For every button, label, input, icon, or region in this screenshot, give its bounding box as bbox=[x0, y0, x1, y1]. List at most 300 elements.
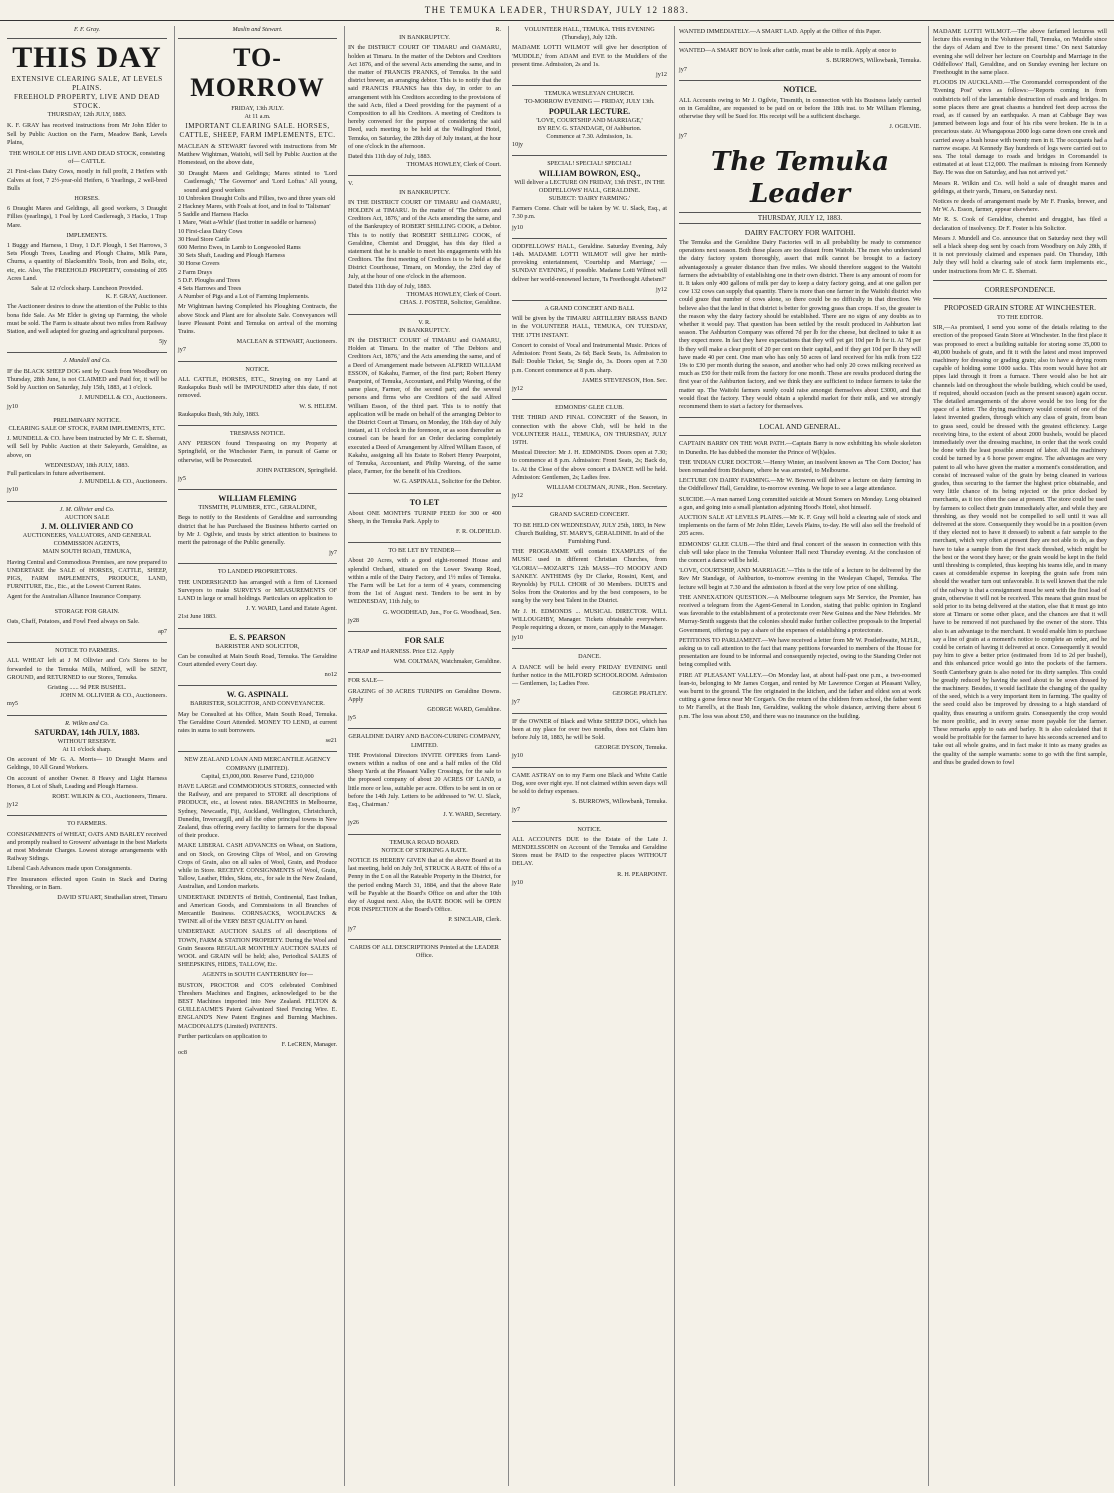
ad-body: Can be consulted at Main South Road, Temuka. The Geraldine Court attended every Court day. bbox=[178, 652, 337, 668]
ad-signature: CHAS. J. FOSTER, Solicitor, Geraldine. bbox=[399, 299, 501, 307]
ad-body: J. MUNDELL & CO. have been instructed by Mr C. E. Sherratt, will Sell by Public Auction at their Saleyards, Geraldine, as above, on bbox=[7, 435, 167, 459]
ad-signature: W. G. ASPINALL, Solicitor for the Debtor. bbox=[393, 478, 501, 486]
ad-body: IF the BLACK SHEEP DOG sent by Coach from Woodbury on Thursday, 28th June, is not CLAIMED and Paid for, it will be Sold by Auction on Saturday, July 15th, 1883, at 1 o'clock. bbox=[7, 367, 167, 392]
section-title: HORSES. bbox=[74, 195, 100, 203]
ad-title: IN BANKRUPTCY. bbox=[399, 188, 450, 196]
divider bbox=[7, 715, 167, 716]
ad-title: GERALDINE DAIRY AND BACON-CURING COMPANY, LIMITED. bbox=[348, 733, 501, 749]
ad-signature: ROBT. WILKIN & CO., Auctioneers, Timaru. bbox=[52, 793, 167, 801]
dog-owner-ad bbox=[512, 718, 667, 761]
ad-subhead: IMPORTANT CLEARING SALE. HORSES, CATTLE, SHEEP, FARM IMPLEMENTS, ETC. bbox=[179, 121, 336, 139]
ad-ref: jy10 bbox=[512, 634, 524, 642]
editorial-title: DAIRY FACTORY FOR WAITOHI. bbox=[744, 228, 856, 238]
letter-body: SIR,—As promised, I send you some of the details relating to the erection of the proposed Grain Store at Winchester. In the first place it was proposed to erect a building suitable for storing some 35,000 to 40,000 bushels of grain, and fit it with the latest and most improved machinery for dressing or grading grain; also to have a drying room capable of holding some 1000 sacks. This room would have hot air pipes laid through it from a furnace. There would also be hot air channels laid on throughout the whole building, which could be used, if required, should occasion (such as the present season) again occur. The detailed arrangements of the above would be too long for the space of a letter. The drying machinery would consist of one of the latest invented graders, through which any class of grain, from bean to grass seed, could be dressed with the greatest efficiency. Large receiving bins, to the extent of about 2000 bushels, would be placed immediately over the dressing machine, in order that the work could be done with the least possible amount of labor. All the machinery could be turned by a 6 horse power engine. The advantages are very patent to all who have given the matter a moment's consideration, and consist of increased value of the grain by being cleaned in various grades, thus securing to the farmer the highest price obtainable, and very little chance of its being rejected or the price docked by merchants, as it too often the case at present. The store could be used by farmers to collect their grain immediately after, and while they are threshing, as they would not be compelled to sell until it was all delivered at the store. Consequently they would be in a position (even if they elected not to have it dressed) to submit a fair sample to the merchant, which very often at present they are not able to do, as they have to take a sample from the first stack threshed, which might be the best or the worst they have; or the grain would be kept in the field until threshing is completed, thus keeping his teams idle, and in many cases at considerable expense in keeping the grain safe from rain should the weather turn out unfavorable. It is well known that the rule of the railway is that a consignment must be sent with the first load of grain, otherwise it will not be received. This means that grain must be sold prior to its being delivered at the station, else that it must go into store at Timaru or some other place, and the chances are that it will have to be removed if not purchased by the owner of the store. This also is an advantage to the merchant. It would enable him to purchase say a line of grain at a moment's notice to complete an order, and he could be certain of having it delivered at once. Consequently it would pay him to give a better price (estimated from 1d to 2d per bushel), and this enhanced price would go into the pockets of the farmers. South Canterbury grain is also noted for its dirty samples. This could be greatly reduced by having the seed about to be sown dressed by the machinery. Besides, it would facilitate the changing of the quality of the seed, which is a very important item in farming. The quality of the seed could also be improved by dressing to a high standard of quality, thus ensuring a uniform grain. Consequently the crop would be more prolific, and in every sense more payable for the farmer. These remarks apply to oats and barley. It is also calculated that it would be profitable for the farmer to have his seconds screened and to take out all whole grains, and in fact make it into as many grades as the quality of the sample warrants: some to go with the first sample, and thus be graded down to fowl bbox=[933, 324, 1107, 766]
divider bbox=[178, 361, 337, 362]
ad-date: Raukapuka Bush, 9th July, 1883. bbox=[178, 410, 260, 418]
editorial-body: The Temuka and the Geraldine Dairy Factories will in all probability be ready to commence operations next season. Both these places are too distant from Waitohi. The men who understand the dairy factory system thoroughly, assert that milk cannot be brought to a factory advantageously a greater distance than five miles. We should therefore suggest to the Waitohi farmers the advisability of establishing one in their own district. There is any amount of room for it. It takes only 400 gallons of milk per day to keep a dairy factory going, and at one gallon per cow 132 cows can supply that quantity. There is more than one farmer in the Waitohi district who could graze that number of cows alone, so there could be no difficulty in that direction. We believe also that the land in that district is better for growing grass than crops. If so, the greater is the reason why the dairy factory should be established. There are no signs of any doubts as to whether it would pay. That question has been settled by the result produced in Ashburton last season. The Ashburton Company was offered 7d per lb for the cheese, but declined to take it as they expect more. In fact they have expectations that they will yet get 10d per lb for it. At 7d per lb they will make a clear profit of 20 per cent on their capital, and if they get 10d per lb they will have made 40 per cent. One man who has only 50 acres of land received for his milk from £22 19s to £30 per month during the season, and another who had only 20 cows milking received as much as £50 for their milk from the factory for one month. These are results produced during the first year of the Ashburton factory, and we think they are sufficient to induce farmers to take the matter up. The Waitohi farmers surely could raise amongst themselves about £3000, and that would float the factory. They would obtain a splendid market for their milk, and we strongly recommend them to start a factory for themselves. bbox=[679, 239, 921, 411]
ad-ref: oc8 bbox=[178, 1049, 187, 1057]
ad-ref: jy5 bbox=[348, 714, 356, 722]
ad-body: IF the OWNER of Black and White SHEEP DOG, which has been at my place for over two months, does not Claim him before July 18, 1883, he will be Sold. bbox=[512, 717, 667, 742]
divider bbox=[512, 821, 667, 822]
ad-ref: jy7 bbox=[329, 549, 337, 557]
ad-ref: jy12 bbox=[512, 384, 524, 392]
ad-body: About ONE MONTH'S TURNIP FEED for 300 or 400 Sheep, in the Temuka Park. Apply to bbox=[348, 509, 501, 525]
ad-trade: BARRISTER, SOLICITOR, AND CONVEYANCER. bbox=[190, 700, 325, 708]
ad-date: Dated this 11th day of July, 1883. bbox=[348, 153, 432, 161]
ad-body: GRAZING of 30 ACRES TURNIPS on Geraldine Downs. Apply bbox=[348, 687, 501, 703]
ad-ref: jy5 bbox=[178, 474, 186, 482]
ad-signature: GEORGE WARD, Geraldine. bbox=[427, 706, 501, 714]
volunteer-hall-ad bbox=[512, 26, 667, 79]
ad-body: MACLEAN & STEWART favored with instructions from Mr Matthew Wightman, Waitohi, will Sell by Public Auction at the Homestead, on the above date, bbox=[178, 142, 337, 167]
ad-ref: jy7 bbox=[512, 806, 520, 814]
ad-date: 21st June 1883. bbox=[178, 613, 217, 621]
letter-addressee: TO THE EDITOR. bbox=[997, 314, 1043, 321]
news-item: LECTURE ON DAIRY FARMING.—Mr W. Bowron will deliver a lecture on dairy farming in the Oddfellows' Hall, Geraldine, to-morrow evening. We hope to see a large attendance. bbox=[679, 477, 921, 493]
news-item: 'LOVE, COURTSHIP, AND MARRIAGE.'—This is the title of a lecture to be delivered by the Rev Mr Standage, of Ashburton, to-morrow evening in the Wesleyan Chapel, Temuka. The lecture will begin at 7.30 and the admission is fixed at the very low price of one shilling. bbox=[679, 567, 921, 591]
ad-body: Liberal Cash Advances made upon Consignments. bbox=[7, 865, 132, 873]
ad-ref: jy7 bbox=[679, 65, 687, 73]
ad-body: ALL ACCOUNTS DUE to the Estate of the Late J. MENDELSSOHN on Account of the Temuka and Geraldine Stores must be PAID to the respective places WITHOUT DELAY. bbox=[512, 835, 667, 868]
accounts-notice-ad bbox=[512, 826, 667, 887]
ad-body: IN THE DISTRICT COURT OF TIMARU and OAMARU, HOLDEN at TIMARU. In the matter of 'The Debtors and Creditors Act, 1876,' and of the Acts amending the same, and of the Bankruptcy of ROBERT SHILLING COOK, a Debtor. This is to notify that ROBERT SHILLING COOK, of Geraldine, Chemist and Druggist, has this day filed a statement that he is unable to meet his engagements with his Creditors. The first meeting of Creditors is to be held at the District Courthouse, Timaru, on Monday, the 23rd day of July, at the hour of one o'clock in the afternoon. bbox=[348, 198, 501, 280]
ad-body: Further particulars on application to bbox=[178, 1032, 268, 1040]
ad-name: WILLIAM BOWRON, ESQ., bbox=[538, 168, 641, 178]
dance-ad bbox=[512, 653, 667, 706]
trespass-ad bbox=[178, 430, 337, 483]
lecture-title: 'LOVE, COURTSHIP AND MARRIAGE,' bbox=[536, 116, 643, 124]
divider bbox=[348, 939, 501, 940]
ad-body: Having Central and Commodious Premises, are now prepared to UNDERTAKE the SALE of HORSES, CATTLE, SHEEP, PIGS, FARM IMPLEMENTS, PRODUCE, LAND, FURNITURE, Etc., Etc., at the Lowest Current Rates. bbox=[7, 558, 167, 591]
ad-signature: DAVID STUART, Strathallan street, Timaru bbox=[57, 894, 167, 902]
column-5 bbox=[674, 26, 925, 1486]
ad-body: UNDERTAKE AUCTION SALES of all descriptions of TOWN, FARM & STATION PROPERTY. During the Wool and Grain Seasons REGULAR MONTHLY AUCTION SALES of WOOL and GRAIN will be held; also, Periodical SALES of SHEEPSKINS, HIDES, TALLOW, Etc. bbox=[178, 928, 337, 969]
ad-signature: W. S. HELEM. bbox=[299, 402, 337, 410]
divider bbox=[7, 815, 167, 816]
ad-ref: jy12 bbox=[655, 285, 667, 293]
ad-title: AUCTION SALE bbox=[64, 513, 110, 521]
ad-capital: Capital, £3,000,000. Reserve Fund, £210,000 bbox=[201, 772, 314, 780]
ad-body: ANY PERSON found Trespassing on my Property at Springfield, or the Winchester Farm, in pursuit of Game or otherwise, will be Prosecuted. bbox=[178, 440, 337, 464]
ad-subhead: CLEARING SALE OF STOCK, FARM IMPLEMENTS, ETC. bbox=[8, 424, 166, 432]
ad-date: TO-MORROW EVENING — FRIDAY, JULY 13th. bbox=[524, 98, 655, 106]
section-title: IMPLEMENTS. bbox=[66, 231, 108, 239]
crest-letter: R. bbox=[495, 26, 501, 33]
list-item: 30 Draught Mares and Geldings; Mares stinted to 'Lord Castlereagh,' 'The Governor' and 'Lord Loftus.' All young, sound and good workers bbox=[178, 170, 337, 194]
divider bbox=[512, 238, 667, 239]
divider bbox=[512, 767, 667, 768]
ad-ref: jy10 bbox=[512, 752, 524, 760]
ad-ref: jy7 bbox=[178, 346, 186, 354]
mundell-clearing-ad bbox=[7, 417, 167, 495]
ad-price: Gristing ...... 9d PER BUSHEL. bbox=[47, 683, 127, 691]
ad-title: NOTICE. bbox=[783, 84, 817, 94]
list-item: 10 Unbroken Draught Colts and Fillies, two and three years old bbox=[178, 194, 336, 202]
page-header: THE TEMUKA LEADER, THURSDAY, JULY 12 1883. bbox=[0, 0, 1114, 21]
divider bbox=[679, 80, 921, 81]
ad-trade: AUCTIONEERS, VALUATORS, AND GENERAL COMMISSION AGENTS, bbox=[22, 531, 152, 548]
ad-body: About 20 Acres, with a good eight-roomed House and splendid Orchard, situated on the Lower Swamp Road, within a mile of the Dairy Factory, and 1½ miles of Temuka. The Farm will be Let for a term of 4 years, commencing from the 1st of August next. Tenders to be sent in by WEDNESDAY, 11th July, to bbox=[348, 557, 501, 606]
ad-subhead: EXTENSIVE CLEARING SALE, AT LEVELS PLAINS. bbox=[11, 75, 163, 93]
list-item: 5 D.F. Ploughs and Trees bbox=[178, 276, 241, 284]
column-2 bbox=[174, 26, 340, 1486]
news-item: FIRE AT PLEASANT VALLEY.—On Monday last, at about half-past one p.m., a two-roomed lean-to, belonging to Mr James Corgan, and rented by Mr Lawrence Corgan at Pleasant Valley, was burnt to the ground. The fire originated in the kitchen, and the father and eldest son at work cutting a gorse fence near Mr Corgan's. On the return of the children from school, the father went to Mr Farrell's, at the Bush Inn, Geraldine, walking the whole distance, arriving there about 6 p.m. The loss was about £50, and there was no insurance on the building. bbox=[679, 671, 921, 720]
ad-body: MAKE LIBERAL CASH ADVANCES on Wheat, on Stations, and on Stock, on Growing Clips of Wool, and on Growing Crops of Grain, also on all sales of Wool, Grain, and Produce while in Store. RECEIVE CONSIGNMENTS of Wool, Grain, Tallow, Leather, Hides, Skins, etc., for sale in the New Zealand, Australian, and London markets. bbox=[178, 842, 337, 891]
list-item: 2 Farm Drays bbox=[178, 268, 213, 276]
ad-title: DANCE. bbox=[578, 653, 601, 661]
ad-body: ALL CATTLE, HORSES, ETC., Straying on my Land at Raukapuka Bush will be IMPOUNDED after this date, if not removed. bbox=[178, 375, 337, 400]
ad-body: HAVE LARGE and COMMODIOUS STORES, connected with the Railway, and are prepared to STORE all descriptions of PRODUCE, etc., at lowest rates. BRANCHES in Melbourne, Sydney, Newcastle, Fiji, Auckland, Wellington, Christchurch, Dunedin, Invercargill, and all the other principal towns in New Zealand, thus offering every facility to farmers for the disposal of their produce. bbox=[178, 783, 337, 840]
list-item: 30 Sets Shaft, Leading and Plough Harness bbox=[178, 252, 286, 260]
divider bbox=[512, 85, 667, 86]
ad-title: NOTICE. bbox=[245, 365, 270, 373]
item-list bbox=[178, 170, 337, 301]
divider bbox=[178, 38, 337, 39]
ad-body: CAME ASTRAY on to my Farm one Black and White Cattle Dog, sore over right eye. If not claimed within seven days will be sold to defray expenses. bbox=[512, 771, 667, 796]
ad-title: TO BE LET BY TENDER— bbox=[388, 547, 461, 555]
divider bbox=[7, 501, 167, 502]
ad-body: Will deliver a LECTURE ON FRIDAY, 13th INST., IN THE ODDFELLOWS' HALL, GERALDINE. bbox=[514, 178, 665, 194]
wanted-lad-ad bbox=[679, 28, 921, 36]
ad-signature: J. OGILVIE. bbox=[889, 123, 921, 131]
ad-title: VOLUNTEER HALL, TEMUKA. THIS EVENING (Thursday), July 12th. bbox=[524, 26, 655, 42]
ad-signature: MACLEAN & STEWART, Auctioneers. bbox=[236, 338, 337, 346]
maslin-ad bbox=[178, 26, 337, 355]
ad-title: TEMUKA WESLEYAN CHURCH. bbox=[544, 90, 635, 98]
ad-name: J. M. OLLIVIER AND CO bbox=[40, 521, 134, 531]
divider bbox=[178, 751, 337, 752]
ad-ref: jy12 bbox=[655, 71, 667, 79]
ad-ref: my5 bbox=[7, 700, 19, 708]
ad-body: 1 Buggy and Harness, 1 Dray, 1 D.F. Plough, 1 Set Harrows, 3 Sets Plough Trees, Leading and Plough Chains, Milk Pans, Churns, a quantity of Blacksmith's Tools, Iron and Bolts, etc, etc, etc. Also, The FREEHOLD PROPERTY, consisting of 205 Acres Land. bbox=[7, 242, 167, 282]
ad-body: On account of another Owner. 8 Heavy and Light Harness Horses, 8 Lot of Shaft, Leading and Plough Harness. bbox=[7, 774, 167, 790]
ad-body: Oats, Chaff, Potatoes, and Fowl Feed always on Sale. bbox=[7, 617, 140, 625]
ad-ref: jy10 bbox=[512, 223, 524, 231]
sacred-concert-ad bbox=[512, 511, 667, 642]
bankruptcy-notice bbox=[348, 26, 501, 169]
crest-letter: V. R. bbox=[418, 318, 431, 326]
ad-headline: TO-MORROW bbox=[190, 43, 325, 103]
ad-body: 6 Draught Mares and Geldings, all good workers, 3 Draught Fillies (yearlings), 1 Foal by Lord Castlereagh, 3 Hacks, 1 Trap Mare. bbox=[7, 205, 167, 229]
ad-ref: no12 bbox=[324, 671, 337, 679]
special-lecture-ad bbox=[512, 160, 667, 231]
news-item: Notices re deeds of arrangement made by Mr F. Franks, brewer, and Mr W. A. Esson, farmer, appear elsewhere. bbox=[933, 198, 1107, 214]
divider bbox=[348, 728, 501, 729]
ad-ref: jy10 bbox=[512, 878, 524, 886]
ad-body: A TRAP and HARNESS. Price £12. Apply bbox=[348, 648, 455, 655]
ad-signature: J. MUNDELL & CO., Auctioneers. bbox=[79, 394, 167, 402]
ad-title: TO LANDED PROPRIETORS. bbox=[217, 568, 298, 576]
for-sale-grazing-ad bbox=[348, 677, 501, 722]
crest-letter: V. bbox=[348, 180, 354, 188]
divider bbox=[348, 672, 501, 673]
ad-date: WEDNESDAY, 18th JULY, 1883. bbox=[44, 461, 130, 469]
ad-body: IN the DISTRICT COURT of TIMARU and OAMARU, Holden at Timaru. In the matter of 'The Debtors and Creditors Act, 1876,' and the Acts amending the same, and of a Deed of Arrangement made between ALFRED WILLIAM ESSON, of Kakahu, Farmer, of the first part; Robert Henry Pearpoint, of Temuka, Accountant, and Philip Wareing, of the same place, Farmer, of the second part; and the several persons and firms who are Creditors of the said Alfred William Esson, of the third part. This is to notify that application will be made on behalf of the arranging Debtor to the District Court at Timaru, on Monday, the 16th day of July instant, at 11 o'clock in the forenoon, or as soon thereafter as counsel can be heard for an Order declaring completely executed a Deed of Arrangement by Alfred William Esson, of Kakahu, assigning all his Estate to Robert Henry Pearpoint, of Temuka, Accountant, and Philip Wareing, of the same place, Farmer, for the benefit of his Creditors. bbox=[348, 336, 501, 476]
divider bbox=[348, 175, 501, 176]
list-item: 30 Horse Covers bbox=[178, 260, 220, 268]
ad-subhead: NOTICE OF STRIKING A RATE. bbox=[381, 846, 468, 854]
aspinall-ad bbox=[178, 690, 337, 745]
gray-sale-ad bbox=[7, 26, 167, 346]
ad-body: IN the DISTRICT COURT OF TIMARU and OAMARU, holden at Timaru. In the matter of the Debtors and Creditors Act 1876, and of the several Acts amending the same, and in the matter of FRANCIS FRANKS, of Temuka. In the said district brewer, an arranging debtor. This is to notify that the said FRANCIS FRANKS has this day, in order to an arrangement with his Creditors according to the provisions of the said Acts, filed a Deed providing for the payment of a Composition to all his Creditors. A meeting of Creditors is hereby convened for the purpose of considering the said Deed, such meeting to be held at the Wallingford Hotel, Temuka, on Saturday, the 28th day of July instant, at the hour of one o'clock in the afternoon. bbox=[348, 44, 501, 150]
section-title: LOCAL AND GENERAL. bbox=[759, 422, 841, 432]
ad-signature: J. Y. WARD, Land and Estate Agent. bbox=[246, 605, 337, 613]
ad-signature: R. H. PEARPOINT. bbox=[617, 870, 667, 878]
ad-ref: jy28 bbox=[348, 616, 360, 624]
ad-signature: G. WOODHEAD, Jun., For G. Woodhead, Sen. bbox=[382, 608, 501, 616]
ad-ref: jy7 bbox=[348, 924, 356, 932]
ad-signature: S. BURROWS, Willowbank, Temuka. bbox=[826, 57, 921, 65]
list-item: A Number of Pigs and a Lot of Farming Implements. bbox=[178, 293, 310, 301]
ad-ref: jy10 bbox=[7, 486, 19, 494]
divider bbox=[348, 834, 501, 835]
ad-ref: jy12 bbox=[7, 801, 19, 809]
ad-body: ALL WHEAT left at J M Ollivier and Co's Stores to be forwarded to the Temuka Mills, Milford, will be SENT, GROUND, and RETURNED to our Stores, Temuka. bbox=[7, 657, 167, 681]
news-item: SUICIDE.—A man named Long committed suicide at Mount Somers on Monday. Long obtained a gun, and going into a small plantation adjoining Hood's Hotel, shot himself. bbox=[679, 495, 921, 511]
ad-signature: THOMAS HOWLEY, Clerk of Court. bbox=[406, 161, 501, 169]
ad-title: STORAGE FOR GRAIN. bbox=[54, 607, 120, 615]
news-item: THE 'INDIAN CURE DOCTOR.'—Henry Winter, an insolvent known as 'The Corn Doctor,' has been remanded from Brisbane, where he was arrested, to Melbourne. bbox=[679, 458, 921, 474]
ad-subhead: AGENTS in SOUTH CANTERBURY for— bbox=[202, 971, 313, 979]
ad-signature: S. BURROWS, Willowbank, Temuka. bbox=[572, 798, 667, 806]
ad-headline: WITHOUT RESERVE. bbox=[57, 737, 117, 745]
storage-ad bbox=[7, 608, 167, 637]
wesleyan-ad bbox=[512, 90, 667, 149]
divider bbox=[178, 628, 337, 629]
ad-signature: F. LeCREN, Manager. bbox=[281, 1041, 337, 1049]
divider bbox=[512, 648, 667, 649]
ad-address: MAIN SOUTH ROAD, TEMUKA, bbox=[42, 548, 132, 556]
news-item: THE ANNEXATION QUESTION.—A Melbourne telegram says Mr Service, the Premier, has received a telegram from the Agent-General in London, stating that public opinion in England was favorable to the establishment of a protectorate over New Guinea and the New Hebrides. Mr Murray-Smith suggests that the colonies should make further collective proposals to the Imperial Government, offering to pay a share of the expenses of establishing a protectorate. bbox=[679, 593, 921, 634]
ad-body: CONSIGNMENTS of WHEAT, OATS AND BARLEY received and promptly realised to Growers' advantage in the best Markets at most Moderate Charges. Lowest storage arrangements with Railway Sidings. bbox=[7, 830, 167, 863]
mundell-dog-ad bbox=[7, 357, 167, 410]
agent-name: J. M. Ollivier and Co. bbox=[59, 505, 115, 513]
ad-body: Farmers Come. Chair will be taken by W. U. Slack, Esq., at 7.30 p.m. bbox=[512, 205, 667, 221]
divider bbox=[679, 435, 921, 436]
ad-signature: J. MUNDELL & CO., Auctioneers. bbox=[79, 478, 167, 486]
agent-name: J. Mundell and Co. bbox=[63, 357, 111, 365]
divider bbox=[512, 155, 667, 156]
ad-signature: WILLIAM COLTMAN, JUNR., Hon. Secretary. bbox=[546, 483, 667, 491]
bankruptcy-notice bbox=[348, 319, 501, 487]
column-3 bbox=[344, 26, 504, 1486]
ad-signature: THOMAS HOWLEY, Clerk of Court. bbox=[406, 291, 501, 299]
cattle-notice-ad bbox=[178, 366, 337, 419]
ad-title: TEMUKA ROAD BOARD. bbox=[389, 838, 460, 846]
astray-ad bbox=[512, 772, 667, 815]
cards-ad bbox=[348, 944, 501, 960]
divider bbox=[512, 399, 667, 400]
ad-title: FOR SALE— bbox=[348, 677, 384, 685]
letter-title: PROPOSED GRAIN STORE AT WINCHESTER. bbox=[944, 302, 1096, 312]
divider bbox=[348, 314, 501, 315]
wanted-boy-ad bbox=[679, 47, 921, 74]
ad-title: TO LET bbox=[409, 497, 440, 507]
ad-subhead: POPULAR LECTURE. bbox=[548, 106, 631, 116]
ad-time: At 11 o'clock sharp. bbox=[62, 746, 112, 753]
ad-body: On account of Mr G. A. Morris— 10 Draught Mares and Geldings, 10 All Grand Workers. bbox=[7, 756, 167, 772]
edmonds-ad bbox=[512, 404, 667, 500]
news-item: FLOODS IN AUCKLAND.—The Coromandel correspondent of the 'Evening Post' wires as follows:—'Reports coming in from outdistricts tell of the lamentable destruction of roads and bridges. In some places there are great chasms a hundred feet deep across the road, as if caused by an earthquake. A man at Cabbage Bay was jammed between logs and four of his ribs were broken. He is in a precarious state. At Whangapoua 2000 logs came down one creek and carried away a bush house with twenty men in it. The occupants had a narrow escape. At Kennedy Bay hundreds of logs were carried out to sea. The total damage to roads and bridges in Coromandel is estimated at at least £12,000. The mailman is missing from Kennedy Bay. He was due on Saturday, and has not arrived yet.' bbox=[933, 79, 1107, 177]
dairy-company-ad bbox=[348, 733, 501, 827]
ad-time: Sale at 12 o'clock sharp. Luncheon Provided. bbox=[31, 285, 143, 293]
wilkin-ad bbox=[7, 720, 167, 810]
news-item: AUCTION SALE AT LEVELS PLAINS.—Mr K. F. Gray will hold a clearing sale of stock and implements on the farm of Mr John Elder, Levels Plains, to-day. He will also sell the freehold of 205 acres. bbox=[679, 513, 921, 538]
ad-name: E. S. PEARSON bbox=[229, 632, 286, 642]
ad-signature: J. Y. WARD, Secretary. bbox=[443, 811, 501, 819]
ad-body: Fire Insurances effected upon Grain in Stack and During Threshing, or in Barn. bbox=[7, 875, 167, 891]
ad-body: Musical Director: Mr J. H. EDMONDS. Doors open at 7.30; to commence at 8 p.m. Admission: Front Seats, 2s; Back do, 1s. At the Close of the above concert a DANCE will be held. Admission: Gentlemen, 2s; Ladies free. bbox=[512, 449, 667, 481]
agent-name: Maslin and Stewart. bbox=[232, 26, 283, 33]
ad-trade: BARRISTER AND SOLICITOR, bbox=[215, 642, 300, 650]
ad-note: The Auctioneer desires to draw the attention of the Public to this bona fide Sale. As Mr Elder is giving up Farming, the whole must be sold. The Farm is situate about two miles from Railway Station, and well adapted for grazing and agricultural purposes. bbox=[7, 303, 167, 336]
ad-title: A GRAND CONCERT AND BALL bbox=[544, 305, 635, 313]
ad-body: THE WHOLE OF HIS LIVE AND DEAD STOCK, consisting of— CATTLE. bbox=[9, 150, 165, 166]
ad-name: W. G. ASPINALL bbox=[226, 690, 289, 700]
ad-ref: se21 bbox=[325, 737, 337, 745]
ad-time: At 11 a.m. bbox=[244, 113, 271, 121]
divider bbox=[178, 685, 337, 686]
ad-body: ALL Accounts owing to Mr J. Ogilvie, Tinsmith, in connection with his Business lately carried on in Geraldine, are requested to be paid on or before the 18th inst. to Mr William Fleming, otherwise they will be Sued for. His receipt will be a sufficient discharge. bbox=[679, 96, 921, 121]
ad-title: TRESPASS NOTICE. bbox=[229, 429, 286, 437]
divider bbox=[933, 298, 1107, 299]
ad-title: IN BANKRUPTCY. bbox=[399, 326, 450, 334]
bankruptcy-notice bbox=[348, 180, 501, 307]
ad-signature: WM. COLTMAN, Watchmaker, Geraldine. bbox=[393, 658, 501, 666]
ad-signature: JOHN M. OLLIVIER & CO., Auctioneers. bbox=[60, 692, 167, 700]
lecture-subject: SUBJECT: 'DAIRY FARMING.' bbox=[548, 195, 631, 203]
list-item: 1 Mare, 'Wait a-While' (fast trotter in saddle or harness) bbox=[178, 219, 316, 227]
ad-body: THE Provisional Directors INVITE OFFERS from Land-owners within a radius of one and a half miles of the Old Sheep Yards at the Pleasant Valley Crossings, for the sale to the proposed company of about 20 ACRES OF LAND, a little more or less, suitable per acre. Offers to be sent in on or before the 14th July. Letters to be addressed to 'W. U. Slack, Esq., Chairman.' bbox=[348, 751, 501, 809]
ad-name: WILLIAM FLEMING bbox=[218, 494, 297, 504]
column-6 bbox=[928, 26, 1111, 1486]
ad-note: Mr Wightman having Completed his Ploughing Contracts, the above Stock and Plant are for absolute Sale. Conveyances will leave Pleasant Point and Temuka on arrival of the morning Trains. bbox=[178, 303, 337, 336]
ad-body: 21 First-class Dairy Cows, mostly in full profit, 2 Heifers with Calves at foot, 7 2½-year-old Heifers, 6 Yearlings, 2 well-bred Bulls bbox=[7, 168, 167, 192]
ad-signature: GEORGE DYSON, Temuka. bbox=[594, 744, 667, 752]
news-item: MADAME LOTTI WILMOT.—The above farfamed lecturess will lecture this evening in the Volunteer Hall, Temuka, on 'Muddle since the days of Adam and Eve to the present time.' On next Saturday evening she will deliver her lecture on Courtship and Marriage in the Oddfellows' Hall, Geraldine, and on Sunday evening her lecture on Freethought in the same place. bbox=[933, 28, 1107, 77]
ad-body: BUSTON, PROCTOR and CO'S celebrated Combined Threshers Machines and Engines, acknowledged to be the BEST Machines imported into New Zealand. FELTON & GUILLEAUME'S Patent Galvanized Steel Fencing Wire. E. ENGLAND'S New Patent Engines and Burning Machines. MACDONALD'S (Limited) PATENTS. bbox=[178, 981, 337, 1030]
divider bbox=[512, 506, 667, 507]
fleming-ad bbox=[178, 494, 337, 557]
agent-name: F. F. Gray. bbox=[73, 26, 101, 33]
ad-body: A DANCE will be held every FRIDAY EVENING until further notice in the MILFORD SCHOOLROOM. Admission — Gentlemen, 1s; Ladies Free. bbox=[512, 663, 667, 687]
ad-body: WANTED IMMEDIATELY.—A SMART LAD. Apply at the Office of this Paper. bbox=[679, 28, 882, 35]
nzlma-ad bbox=[178, 756, 337, 1057]
ad-ref: ap7 bbox=[158, 627, 167, 635]
news-item: Messrs J. Mundell and Co. announce that on Saturday next they will sell a black sheep dog sent by coach from Woodbury on July 28th, if it is not previously claimed and expenses paid. On Thursday, 18th July they will hold a clearing sale of stock farm implements etc., under instructions from Mr C. E. Sherratt. bbox=[933, 234, 1107, 275]
ad-body: Begs to notify to the Residents of Geraldine and surrounding district that he has Purchased the Business hitherto carried on by Mr J. Ogilvie, and trusts by strict attention to business to merit the patronage of the Public generally. bbox=[178, 514, 337, 546]
ad-body: Concert to consist of Vocal and Instrumental Music. Prices of Admission: Front Seats, 2s 6d; Back Seats, 1s. Admission to Ball: Double Ticket, 5s; Single do, 3s. Doors open at 7.30 p.m. Concert commence at 8 p.m. sharp. bbox=[512, 341, 667, 374]
divider bbox=[7, 38, 167, 39]
ad-date: THURSDAY, 12th JULY, 1883. bbox=[47, 111, 127, 119]
ad-body: TO BE HELD ON WEDNESDAY, JULY 25th, 1883, In New Church Building, ST. MARY'S, GERALDINE. In aid of the Furnishing Fund. bbox=[513, 521, 666, 545]
divider bbox=[933, 280, 1107, 281]
ollivier-ad bbox=[7, 506, 167, 602]
ogilvie-notice-ad bbox=[679, 85, 921, 140]
news-item: CAPTAIN BARRY ON THE WAR PATH.—Captain Barry is now exhibiting his whole skeleton in Dunedin. He has dubbed the monster the Prince of W(h)ales. bbox=[679, 440, 921, 456]
oddfellows-ad bbox=[512, 243, 667, 294]
ad-body: UNDERTAKE INDENTS of British, Continental, East Indian, and American Goods, and Commissions in all Branches of Mercantile Business. CORNSACKS, WOOLPACKS & TWINE all of the VERY BEST QUALITY on hand. bbox=[178, 893, 337, 926]
ad-title: NOTICE TO FARMERS. bbox=[55, 647, 119, 655]
ad-date: FRIDAY, 13th JULY. bbox=[231, 105, 284, 113]
masthead-title: The Temuka Leader bbox=[710, 146, 890, 209]
divider bbox=[178, 489, 337, 490]
ad-title: NOTICE. bbox=[577, 825, 602, 833]
ad-date: Dated this 11th day of July, 1883. bbox=[348, 282, 432, 290]
pearson-ad bbox=[178, 633, 337, 680]
ad-ref: jy7 bbox=[512, 698, 520, 706]
farmers-notice-ad bbox=[7, 647, 167, 708]
ward-ad bbox=[178, 568, 337, 621]
ad-ref: jy10 bbox=[7, 402, 19, 410]
ad-signature: F. R. OLDFIELD. bbox=[455, 527, 501, 535]
list-item: 10 First-class Dairy Cows bbox=[178, 227, 243, 235]
road-board-ad bbox=[348, 839, 501, 933]
divider bbox=[348, 493, 501, 494]
to-farmers-ad bbox=[7, 820, 167, 902]
lecturer: BY REV. G. STANDAGE, Of Ashburton. bbox=[537, 124, 642, 132]
ad-title: NEW ZEALAND LOAN AND MERCANTILE AGENCY COMPANY (LIMITED). bbox=[184, 756, 331, 772]
ad-body: MADAME LOTTI WILMOT will give her description of 'MUDDLE,' from ADAM and EVE to the Muddlers of the present time. Admission, 2s and 1s. bbox=[512, 44, 667, 68]
ad-trade: TINSMITH, PLUMBER, ETC., GERALDINE, bbox=[198, 504, 317, 512]
ad-title: IN BANKRUPTCY. bbox=[399, 34, 450, 42]
divider bbox=[348, 542, 501, 543]
ad-ref: jy7 bbox=[679, 131, 687, 139]
ad-body: CARDS OF ALL DESCRIPTIONS Printed at the LEADER Office. bbox=[350, 943, 499, 960]
ad-signature: JOHN PATERSON, Springfield. bbox=[256, 466, 337, 474]
ad-body: THE THIRD AND FINAL CONCERT of the Season, in connection with the above Club, will be held in the VOLUNTEER HALL, TEMUKA, ON THURSDAY, JULY 19TH. bbox=[512, 414, 667, 446]
ad-title: TO FARMERS. bbox=[67, 820, 107, 828]
ad-body: THE UNDERSIGNED has arranged with a firm of Licensed Surveyors to make SURVEYS or MEASUREMENTS OF LAND in large or small holdings. Particulars on application to bbox=[178, 578, 337, 602]
ad-title: SPECIAL! SPECIAL! SPECIAL! bbox=[547, 160, 632, 168]
agent-name: R. Wilkin and Co. bbox=[65, 719, 109, 727]
ad-headline: THIS DAY bbox=[12, 41, 162, 75]
news-item: Messrs R. Wilkin and Co. will hold a sale of draught mares and geldings, at their yards, Timaru, on Saturday next. bbox=[933, 179, 1107, 195]
divider bbox=[679, 42, 921, 43]
news-item: Mr R. S. Cook of Geraldine, chemist and druggist, has filed a declaration of insolvency. Dr F. Foster is his Solicitor. bbox=[933, 216, 1107, 232]
ad-ref: jy26 bbox=[348, 819, 360, 827]
masthead-date: THURSDAY, JULY 12, 1883. bbox=[679, 212, 921, 224]
ad-title: FOR SALE bbox=[404, 636, 445, 645]
grand-concert-ad bbox=[512, 305, 667, 393]
ad-ref: jy12 bbox=[512, 492, 524, 500]
ad-body: NOTICE IS HEREBY GIVEN that at the above Board at its last meeting, held on July 3rd, STRUCK A RATE of fths of a Penny in the £ on all the Rateable Property in the District, for the period ending March 31, 1884, and that the above Rate will be Payable at the Board's Office on and after the 10th day of August next. Also, the RATE BOOK will be OPEN FOR INSPECTION at the Board's Office. bbox=[348, 857, 501, 914]
ad-body: K. F. GRAY has received instructions from Mr John Elder to Sell by Public Auction on the Farm, Meadow Bank, Levels Plains, bbox=[7, 122, 167, 146]
column-1 bbox=[4, 26, 170, 1486]
ad-body: Mr J. H. EDMONDS ... MUSICAL DIRECTOR. WILL WILLOUGHBY, Manager. Tickets obtainable everywhere. People requiring a dozen, or more, can apply to the Manager. bbox=[512, 607, 667, 631]
list-item: 600 Merino Ewes, in Lamb to Longwooled Rams bbox=[178, 244, 301, 252]
ad-body: THE PROGRAMME will contain EXAMPLES of the MUSIC used in different Christian Churches, from 'GLORIA'—MOZART'S 12th MASS—TO MOODY AND SANKEY. ANTHEMS (by Dr Clarke, Rossini, Kent, and Reynolds) by FULL CHOIR of 30 Members. DUETS and Solos from the Oratorios and by the best composers, to be sung by the very best Talent in the District. bbox=[512, 548, 667, 605]
ad-body: Will be given by the TIMARU ARTILLERY BRASS BAND in the VOLUNTEER HALL, TEMUKA, ON TUESDAY, THE 17TH INSTANT. bbox=[512, 315, 667, 339]
list-item: 5 Saddle and Harness Hacks bbox=[178, 211, 249, 219]
divider bbox=[512, 300, 667, 301]
ad-body: WANTED—A SMART BOY to look after cattle, must be able to milk. Apply at once to bbox=[679, 47, 897, 55]
divider bbox=[7, 352, 167, 353]
list-item: 2 Hackney Mares, with Foals at foot, and in foal to 'Talisman' bbox=[178, 203, 331, 211]
ad-signature: GEORGE PRATLEY. bbox=[612, 690, 667, 698]
section-title: CORRESPONDENCE. bbox=[984, 284, 1056, 294]
ad-title: PRELIMINARY NOTICE. bbox=[53, 416, 121, 424]
ad-body: ODDFELLOWS' HALL, Geraldine. Saturday Evening, July 14th. MADAME LOTTI WILMOT will give her mirth-provoking entertainment, 'Courtship and Marriage,' — SUNDAY EVENING, if possible. Madame Lotti Wilmot will deliver her world-renowned lecture, 'Is Freethought Atheism?' bbox=[512, 242, 667, 283]
ad-title: EDMONDS' GLEE CLUB. bbox=[555, 404, 624, 412]
editorial bbox=[679, 228, 921, 411]
for-sale-trap-ad bbox=[348, 636, 501, 666]
ad-subhead-2: FREEHOLD PROPERTY, LIVE AND DEAD STOCK. bbox=[14, 93, 160, 111]
ad-date: SATURDAY, 14th JULY, 1883. bbox=[34, 727, 140, 737]
ad-ref: 10jy bbox=[512, 141, 524, 149]
ad-ref: 5jy bbox=[159, 338, 167, 346]
news-item: PETITIONS TO PARLIAMENT.—We have received a letter from Mr W. Postlethwaite, M.H.R., asking us to call attention to the fact that many petitions forwarded to members of the House for presentation are found to be informal and consequently rejected, owing to the Standing Order not being complied with. bbox=[679, 636, 921, 669]
